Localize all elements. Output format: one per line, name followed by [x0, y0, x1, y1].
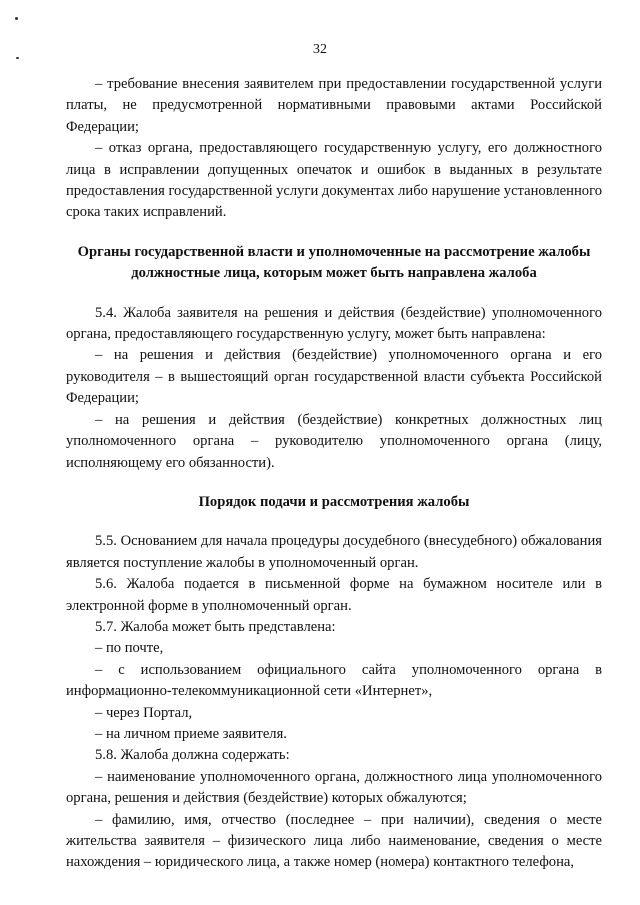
paragraph: – через Портал,	[95, 704, 193, 721]
paragraph: – фамилию, имя, отчество (последнее – при наличии), сведения о месте жительства заявителя – физического лица либо наименование, сведения о месте нахождения – юридического лица, а также номер (номера) контактного телефона,	[66, 811, 602, 871]
section-heading: Порядок подачи и рассмотрения жалобы	[198, 493, 470, 510]
paragraph: – отказ органа, предоставляющего государственную услугу, его должностного лица в исправлении допущенных опечаток и ошибок в выданных в результате предоставления государственной услуги документах либо нарушение установленного срока таких исправлений.	[66, 140, 602, 221]
paragraph: 5.8. Жалоба должна содержать:	[95, 747, 290, 764]
paragraph: – наименование уполномоченного органа, должностного лица уполномоченного органа, решения и действия (бездействие) которых обжалуются;	[66, 768, 602, 807]
section-heading: Органы государственной власти и уполномоченные на рассмотрение жалобы должностные лица, которым может быть направлена жалоба	[77, 243, 591, 282]
paragraph: 5.7. Жалоба может быть представлена:	[95, 618, 336, 635]
paragraph: 5.4. Жалоба заявителя на решения и действия (бездействие) уполномоченного органа, предоставляющего государственную услугу, может быть направлена:	[66, 304, 602, 343]
page-number: 32	[313, 42, 327, 57]
paragraph: – по почте,	[95, 640, 164, 657]
paragraph: – требование внесения заявителем при предоставлении государственной услуги платы, не предусмотренной нормативными правовыми актами Российской Федерации;	[66, 76, 602, 135]
paragraph: – на личном приеме заявителя.	[95, 725, 287, 742]
scan-speck	[15, 17, 18, 20]
paragraph: 5.6. Жалоба подается в письменной форме на бумажном носителе или в электронной форме в уполномоченный орган.	[66, 576, 602, 614]
paragraph: 5.5. Основанием для начала процедуры досудебного (внесудебного) обжалования является поступление жалобы в уполномоченный орган.	[66, 533, 602, 571]
paragraph: – на решения и действия (бездействие) уполномоченного органа и его руководителя – в вышестоящий орган государственной власти субъекта Российской Федерации;	[66, 347, 602, 407]
paragraph: – с использованием официального сайта уполномоченного органа в информационно-телекоммуникационной сети «Интернет»,	[66, 661, 602, 700]
document-body	[66, 74, 602, 874]
paragraph: – на решения и действия (бездействие) конкретных должностных лиц уполномоченного органа – руководителю уполномоченного органа (лицу, исполняющему его обязанности).	[66, 411, 602, 471]
